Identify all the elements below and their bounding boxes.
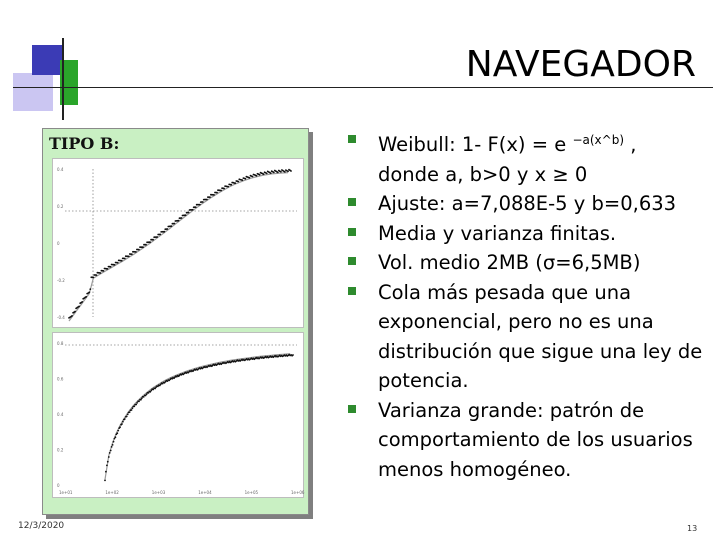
data-point <box>71 315 73 317</box>
data-point <box>237 181 239 183</box>
data-point <box>149 241 151 243</box>
bullet-volumen <box>342 248 712 278</box>
data-point <box>166 228 168 230</box>
data-point <box>290 170 292 172</box>
square-bullet-icon <box>348 405 358 415</box>
x-tick-label: 1e+03 <box>151 490 166 495</box>
data-point <box>234 182 236 184</box>
data-point <box>103 270 105 272</box>
data-point <box>185 214 187 216</box>
data-point <box>136 402 138 404</box>
x-tick-label: 1e+01 <box>59 490 73 495</box>
bullet-varianza <box>342 396 712 485</box>
data-point <box>131 253 133 255</box>
data-point <box>230 184 232 186</box>
data-point <box>277 172 279 174</box>
y-tick-label: 0.2 <box>57 447 64 453</box>
data-point <box>138 249 140 251</box>
data-point <box>117 430 119 432</box>
data-point <box>114 264 116 266</box>
data-point <box>107 268 109 270</box>
y-tick-label: 0 <box>57 241 60 246</box>
data-point <box>216 192 218 194</box>
data-point <box>270 172 272 174</box>
data-point <box>106 465 108 467</box>
data-point <box>220 190 222 192</box>
data-point <box>142 246 144 248</box>
data-point <box>122 421 124 423</box>
data-point <box>209 196 211 198</box>
data-point <box>74 311 76 313</box>
page-number: 13 <box>687 524 698 533</box>
y-tick-label: 0.2 <box>57 204 64 209</box>
data-point <box>135 251 137 253</box>
bullet-cola <box>342 278 712 396</box>
data-point <box>223 188 225 190</box>
bullet-text: Cola más pesada que una exponencial, pero no es una distribución que sigue una ley de potencia. <box>378 280 703 392</box>
bullet-text: Media y varianza finitas. <box>378 221 617 245</box>
data-point <box>181 217 183 219</box>
data-point <box>100 272 102 274</box>
data-point <box>213 194 215 196</box>
data-point <box>81 301 83 303</box>
bullet-text-line2: donde a, b>0 y x ≥ 0 <box>378 162 588 186</box>
data-point <box>245 178 247 180</box>
data-point <box>108 456 110 458</box>
data-point <box>110 266 112 268</box>
square-bullet-icon <box>348 135 358 145</box>
y-tick-label: -0.4 <box>57 315 65 320</box>
data-point <box>126 416 128 418</box>
data-point <box>85 296 87 298</box>
data-point <box>178 220 180 222</box>
title-rule <box>13 87 713 88</box>
data-point <box>92 277 94 279</box>
data-point <box>132 407 134 409</box>
data-point <box>105 471 107 473</box>
data-point <box>202 201 204 203</box>
data-point <box>109 452 111 454</box>
top-plot <box>52 158 304 328</box>
bullet-media <box>342 219 712 249</box>
data-point <box>241 179 243 181</box>
data-point <box>163 231 165 233</box>
data-point <box>116 432 118 434</box>
data-point <box>129 411 131 413</box>
figure-label: TIPO B: <box>49 134 120 153</box>
decor-lavender-square <box>13 73 53 111</box>
square-bullet-icon <box>348 257 358 267</box>
bullet-list <box>342 126 712 484</box>
bullet-text: Vol. medio 2MB (σ=6,5MB) <box>378 251 641 274</box>
bullet-weibull <box>342 126 712 189</box>
data-point <box>266 173 268 175</box>
data-point <box>188 212 190 214</box>
data-point <box>104 480 106 482</box>
x-tick-label: 1e+02 <box>105 490 119 495</box>
data-point <box>135 404 137 406</box>
data-point <box>263 173 265 175</box>
data-point <box>128 256 130 258</box>
data-point <box>115 436 117 438</box>
data-point <box>252 176 254 178</box>
data-point <box>111 446 113 448</box>
data-point <box>206 199 208 201</box>
data-point <box>88 291 90 293</box>
data-point <box>121 423 123 425</box>
data-point <box>145 244 147 246</box>
data-point <box>141 397 143 399</box>
data-point <box>117 262 119 264</box>
data-point <box>152 239 154 241</box>
data-point <box>259 174 261 176</box>
data-point <box>227 186 229 188</box>
data-point <box>121 260 123 262</box>
y-tick-label: 0.8 <box>57 341 64 346</box>
data-point <box>89 288 91 290</box>
y-tick-label: 0.6 <box>57 376 64 382</box>
data-point <box>192 209 194 211</box>
y-tick-label: 0.4 <box>57 167 64 172</box>
square-bullet-icon <box>348 228 358 238</box>
y-tick-label: 0 <box>57 483 60 488</box>
data-point <box>107 461 109 463</box>
data-point <box>113 441 115 443</box>
decor-vertical-line <box>62 38 64 120</box>
data-point <box>96 274 98 276</box>
data-point <box>171 225 173 227</box>
x-tick-label: 1e+06 <box>291 490 305 495</box>
bottom-plot <box>52 332 304 498</box>
square-bullet-icon <box>348 198 358 208</box>
data-point <box>133 405 135 407</box>
data-point <box>143 396 145 398</box>
data-point <box>131 409 133 411</box>
data-point <box>199 204 201 206</box>
data-point <box>174 223 176 225</box>
bullet-text: Varianza grande: patrón de comportamiento de los usuarios menos homogéneo. <box>378 398 693 481</box>
data-point <box>124 258 126 260</box>
data-point <box>287 171 289 173</box>
data-point <box>78 306 80 308</box>
data-point <box>127 414 129 416</box>
footer-date: 12/3/2020 <box>18 521 65 531</box>
bullet-text-after: , <box>624 133 637 156</box>
square-bullet-icon <box>348 287 358 297</box>
y-tick-label: 0.4 <box>57 412 64 417</box>
data-point <box>256 175 258 177</box>
data-point <box>195 206 197 208</box>
slide-title: NAVEGADOR <box>465 44 696 85</box>
data-point <box>119 426 121 428</box>
data-point <box>280 171 282 173</box>
data-point <box>124 418 126 420</box>
bullet-ajuste <box>342 189 712 219</box>
y-tick-label: -0.2 <box>57 278 65 283</box>
bullet-superscript: −a(x^b) <box>572 133 624 147</box>
data-point <box>112 444 114 446</box>
decor-blue-square <box>32 45 62 75</box>
data-point <box>110 450 112 452</box>
data-point <box>292 354 294 356</box>
x-tick-label: 1e+04 <box>198 490 212 495</box>
data-point <box>156 236 158 238</box>
data-point <box>273 172 275 174</box>
data-point <box>249 177 251 179</box>
data-point <box>159 234 161 236</box>
bullet-text: Weibull: 1- F(x) = e <box>378 133 567 156</box>
data-point <box>138 400 140 402</box>
data-point <box>284 171 286 173</box>
bullet-text: Ajuste: a=7,088E-5 y b=0,633 <box>378 192 677 215</box>
x-tick-label: 1e+05 <box>244 490 259 495</box>
